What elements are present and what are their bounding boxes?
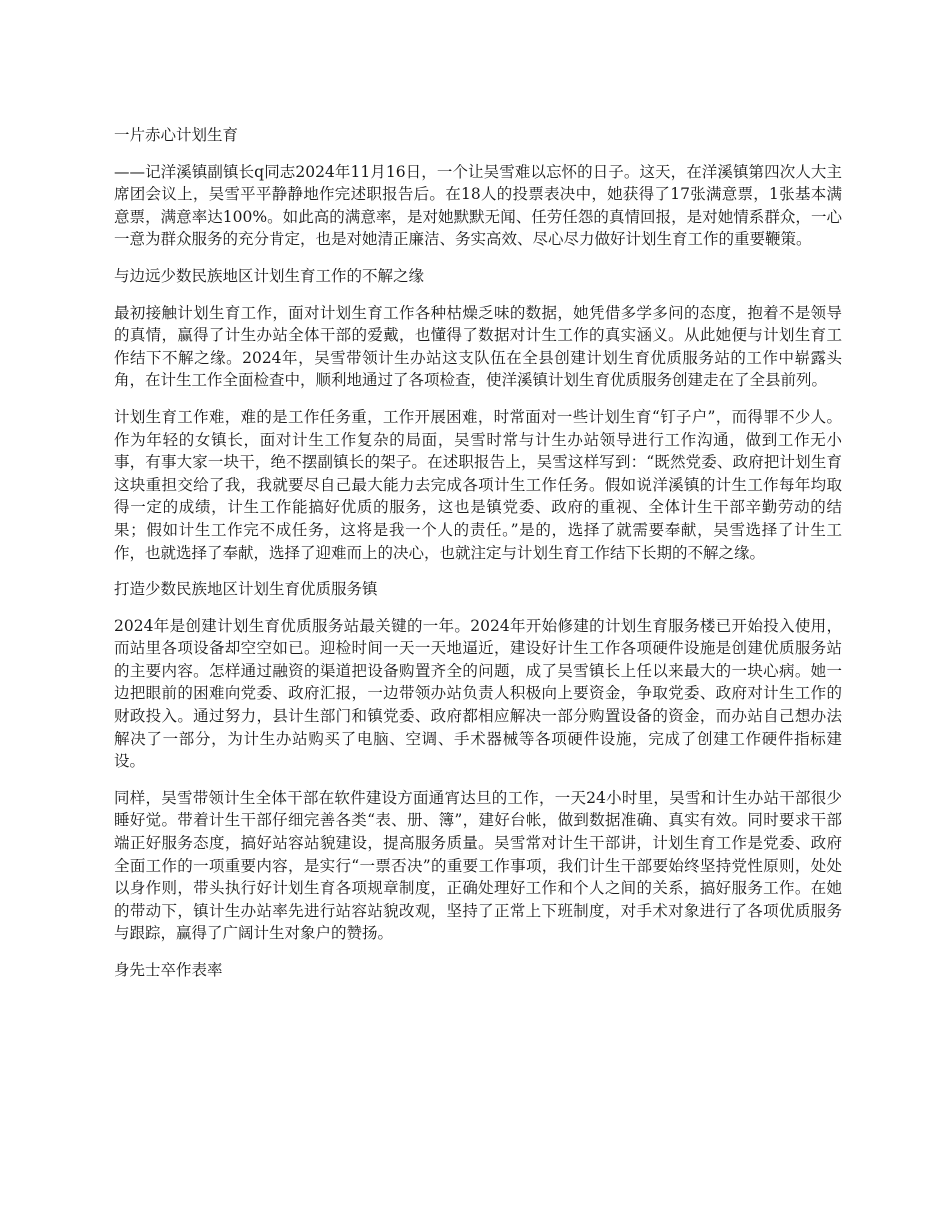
section-heading-3: 身先士卒作表率 <box>114 961 223 979</box>
section-1-paragraph-1: 最初接触计划生育工作，面对计划生育工作各种枯燥乏味的数据，她凭借多学多问的态度，抱着不是领导的真情，赢得了计生办站全体干部的爱戴，也懂得了数据对计生工作的真实涵义。从此她便与计划生育工作结下不解之缘。2024年，吴雪带领计生办站这支队伍在全县创建计划生育优质服务站的工作中崭露头角，在计生工作全面检查中，顺利地通过了各项检查，使洋溪镇计划生育优质服务创建走在了全县前列。 <box>114 303 842 390</box>
section-heading-2: 打造少数民族地区计划生育优质服务镇 <box>114 580 378 599</box>
section-2-paragraph-2: 同样，吴雪带领计生全体干部在软件建设方面通宵达旦的工作，一天24小时里，吴雪和计生办站干部很少睡好觉。带着计生干部仔细完善各类“表、册、簿”，建好台帐，做到数据准确、真实有效。同时要求干部端正好服务态度，搞好站容站貌建设，提高服务质量。吴雪常对计生干部讲，计划生育工作是党委、政府全面工作的一项重要内容，是实行“一票否决”的重要工作事项，我们计生干部要始终坚持党性原则，处处以身作则，带头执行好计划生育各项规章制度，正确处理好工作和个人之间的关系，搞好服务工作。在她的带动下，镇计生办站率先进行站容站貌改观，坚持了正常上下班制度，对手术对象进行了各项优质服务与跟踪，赢得了广阔计生对象户的赞扬。 <box>114 788 842 943</box>
document-title: 一片赤心计划生育 <box>114 126 239 144</box>
section-2-paragraph-1: 2024年是创建计划生育优质服务站最关键的一年。2024年开始修建的计划生育服务楼已开始投入使用，而站里各项设备却空空如已。迎检时间一天一天地逼近，建设好计生工作各项硬件设施是创建优质服务站的主要内容。怎样通过融资的渠道把设备购置齐全的问题，成了吴雪镇长上任以来最大的一块心病。她一边把眼前的困难向党委、政府汇报，一边带领办站负责人积极向上要资金，争取党委、政府对计生工作的财政投入。通过努力，县计生部门和镇党委、政府都相应解决一部分购置设备的资金，而办站自己想办法解决了一部分，为计生办站购买了电脑、空调、手术器械等各项硬件设施，完成了创建工作硬件指标建设。 <box>114 616 842 771</box>
section-heading-1: 与边远少数民族地区计划生育工作的不解之缘 <box>114 266 425 285</box>
section-1-paragraph-2: 计划生育工作难，难的是工作任务重，工作开展困难，时常面对一些计划生育“钉子户”，而得罪不少人。作为年轻的女镇长，面对计生工作复杂的局面，吴雪时常与计生办站领导进行工作沟通，做到工作无小事，有事大家一块干，绝不摆副镇长的架子。在述职报告上，吴雪这样写到：“既然党委、政府把计划生育这块重担交给了我，我就要尽自己最大能力去完成各项计生工作任务。假如说洋溪镇的计生工作每年均取得一定的成绩，计生工作能搞好优质的服务，这也是镇党委、政府的重视、全体计生干部辛勤劳动的结果；假如计生工作完不成任务，这将是我一个人的责任。”是的，选择了就需要奉献，吴雪选择了计生工作，也就选择了奉献，选择了迎难而上的决心，也就注定与计划生育工作结下长期的不解之缘。 <box>114 407 842 562</box>
intro-paragraph: ——记洋溪镇副镇长q同志2024年11月16日，一个让吴雪难以忘怀的日子。这天，在洋溪镇第四次人大主席团会议上，吴雪平平静静地作完述职报告后。在18人的投票表决中，她获得了17张满意票，1张基本满意票，满意率达100%。如此高的满意率，是对她默默无闻、任劳任怨的真情回报，是对她情系群众，一心一意为群众服务的充分肯定，也是对她清正廉洁、务实高效、尽心尽力做好计划生育工作的重要鞭策。 <box>114 162 842 249</box>
document-page <box>114 124 842 996</box>
